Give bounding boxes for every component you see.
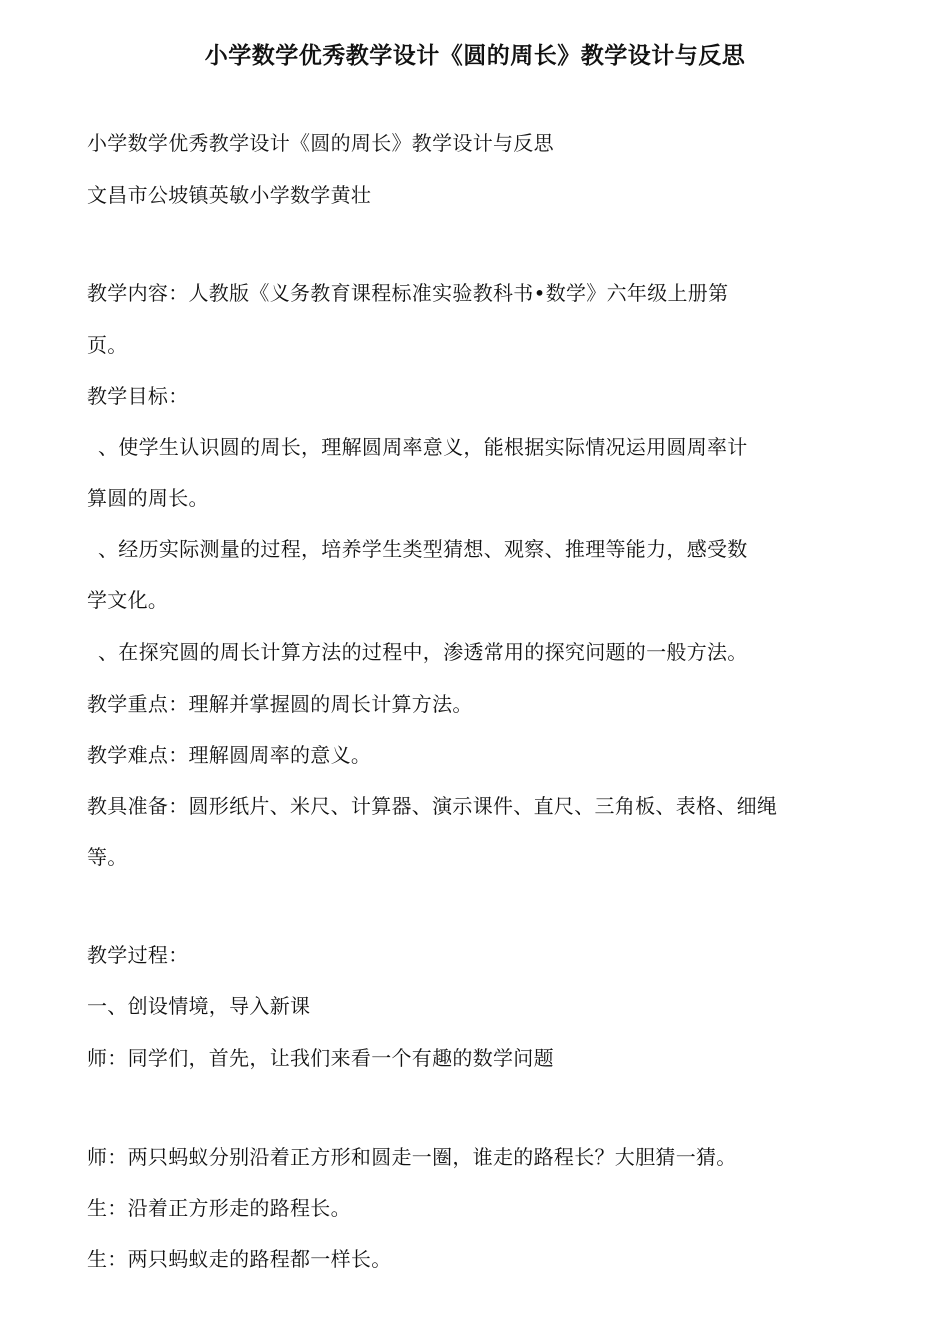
goal-item-2-continued: 学文化。 <box>87 588 169 612</box>
teaching-content-line: 教学内容：人教版《义务教育课程标准实验教科书•数学》六年级上册第 <box>87 281 729 305</box>
goal-item-3: 、在探究圆的周长计算方法的过程中，渗透常用的探究问题的一般方法。 <box>98 640 748 664</box>
author-line: 文昌市公坡镇英敏小学数学黄壮 <box>87 183 372 207</box>
difficulty-line: 教学难点：理解圆周率的意义。 <box>87 743 372 767</box>
process-heading: 教学过程： <box>87 943 189 967</box>
goal-item-2: 、经历实际测量的过程，培养学生类型猜想、观察、推理等能力，感受数 <box>98 537 748 561</box>
dialogue-line-4: 生：两只蚂蚁走的路程都一样长。 <box>87 1247 392 1271</box>
section-one-heading: 一、创设情境，导入新课 <box>87 994 311 1018</box>
goal-item-1: 、使学生认识圆的周长，理解圆周率意义，能根据实际情况运用圆周率计 <box>98 435 748 459</box>
key-point-line: 教学重点：理解并掌握圆的周长计算方法。 <box>87 692 473 716</box>
teaching-goals-heading: 教学目标： <box>87 384 189 408</box>
dialogue-line-2: 师：两只蚂蚁分别沿着正方形和圆走一圈，谁走的路程长？大胆猜一猜。 <box>87 1145 737 1169</box>
dialogue-line-3: 生：沿着正方形走的路程长。 <box>87 1196 351 1220</box>
teaching-content-continued: 页。 <box>87 333 128 357</box>
dialogue-line-1: 师：同学们，首先，让我们来看一个有趣的数学问题 <box>87 1046 554 1070</box>
goal-item-1-continued: 算圆的周长。 <box>87 486 209 510</box>
subtitle-line: 小学数学优秀教学设计《圆的周长》教学设计与反思 <box>87 131 554 155</box>
materials-continued: 等。 <box>87 845 128 869</box>
document-title: 小学数学优秀教学设计《圆的周长》教学设计与反思 <box>204 43 746 69</box>
materials-line: 教具准备：圆形纸片、米尺、计算器、演示课件、直尺、三角板、表格、细绳 <box>87 794 778 818</box>
